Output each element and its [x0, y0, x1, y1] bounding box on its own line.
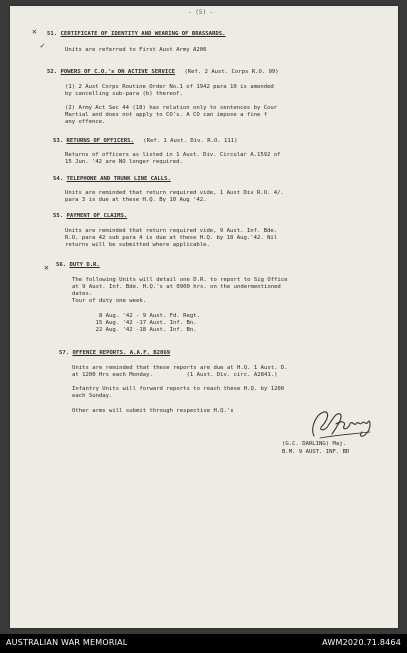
body-line: (2) Army Act Sec 44 (18) has relation only to sentences by Cour [65, 105, 278, 111]
section-52-heading-line: 52. POWERS OF C.O.'s ON ACTIVE SERVICE (Ref. 2 Aust. Corps R.O. 99) [47, 69, 279, 75]
signatory-name: (G.C. DARLING) Maj. [282, 441, 346, 447]
roster-line: 15 Aug. '42 -17 Aust. Inf. Bn. [72, 320, 197, 326]
body-line: para 3 is due at these H.Q. By 10 Aug '42. [65, 197, 207, 203]
body-line: each Sunday. [72, 393, 113, 399]
typed-text [10, 6, 398, 628]
body-line: (1) 2 Aust Corps Routine Order No.1 of 1942 para 10 is amended [65, 84, 274, 90]
section-53-heading-line: 53. RETURNS OF OFFICERS. (Ref. 1 Aust. Div. R.O. 111) [53, 138, 238, 144]
section-51-heading-line: 51. CERTIFICATE OF IDENTITY AND WEARING OF BRASSARDS. [47, 31, 226, 37]
section-56-heading-line: 56. DUTY D.R. [56, 262, 100, 268]
handwritten-signature [306, 408, 378, 442]
pencil-cross-mark-icon: ✕ [32, 27, 37, 36]
body-line: R.O. para 42 sub para 4 is due at these H.Q. by 18 Aug.'42. Nil [65, 235, 278, 241]
body-line: any offence. [65, 119, 106, 125]
roster-line: 22 Aug. '42 -18 Aust. Inf. Bn. [72, 327, 197, 333]
body-line: at 1200 Hrs each Monday. (1 Aust. Div. circ. A2841.) [72, 372, 278, 378]
body-line: Units are reminded that these reports are due at H.Q. 1 Aust. D. [72, 365, 288, 371]
body-line: Units are reminded that return required vide, 9 Aust. Inf. Bde. [65, 228, 278, 234]
section-55-heading-line: 55. PAYMENT OF CLAIMS. [53, 213, 128, 219]
pencil-cross-mark-icon: ✕ [44, 263, 49, 272]
section-57-heading-line: 57. OFFENCE REPORTS. A.A.F. B2069 [59, 350, 171, 356]
body-line: 15 Jun. '42 are NO longer required. [65, 159, 183, 165]
page-number: - (5) - [188, 9, 214, 16]
document-page [10, 6, 398, 628]
footer-accession-number: AWM2020.71.8464 [322, 638, 401, 647]
body-line: Other arms will submit through respective H.Q.'s [72, 408, 234, 414]
body-line: Tour of duty one week. [72, 298, 147, 304]
signatory-appointment: B.M. 9 AUST. INF. BD [282, 449, 350, 455]
pencil-tick-mark-icon: ✓ [40, 41, 45, 50]
body-line: dates. [72, 291, 93, 297]
body-line: Units are referred to First Aust Army A206 [65, 47, 207, 53]
body-line: returns will be submitted where applicable. [65, 242, 210, 248]
body-line: Units are reminded that return required vide, 1 Aust Div R.O. 4/. [65, 190, 284, 196]
roster-line: 8 Aug. '42 - 9 Aust. Fd. Regt. [72, 313, 200, 319]
body-line: Martial and does not apply to CO's. A CO can impose a fine f [65, 112, 268, 118]
body-line: Returns of officers as listed in 1 Aust. Div. Circular A.1592 of [65, 152, 281, 158]
body-line: Infantry Units will forward reports to reach these H.Q. by 1200 [72, 386, 285, 392]
section-54-heading-line: 54. TELEPHONE AND TRUNK LINE CALLS. [53, 176, 171, 182]
body-line: at 9 Aust. Inf. Bde. H.Q.'s at 0900 hrs. on the undermentioned [72, 284, 281, 290]
body-line: by cancelling sub-para (b) thereof. [65, 91, 183, 97]
body-line: The following Units will detail one D.R. to report to Sig Office [72, 277, 288, 283]
footer-institution: AUSTRALIAN WAR MEMORIAL [6, 638, 128, 647]
archive-footer-bar [0, 634, 407, 653]
